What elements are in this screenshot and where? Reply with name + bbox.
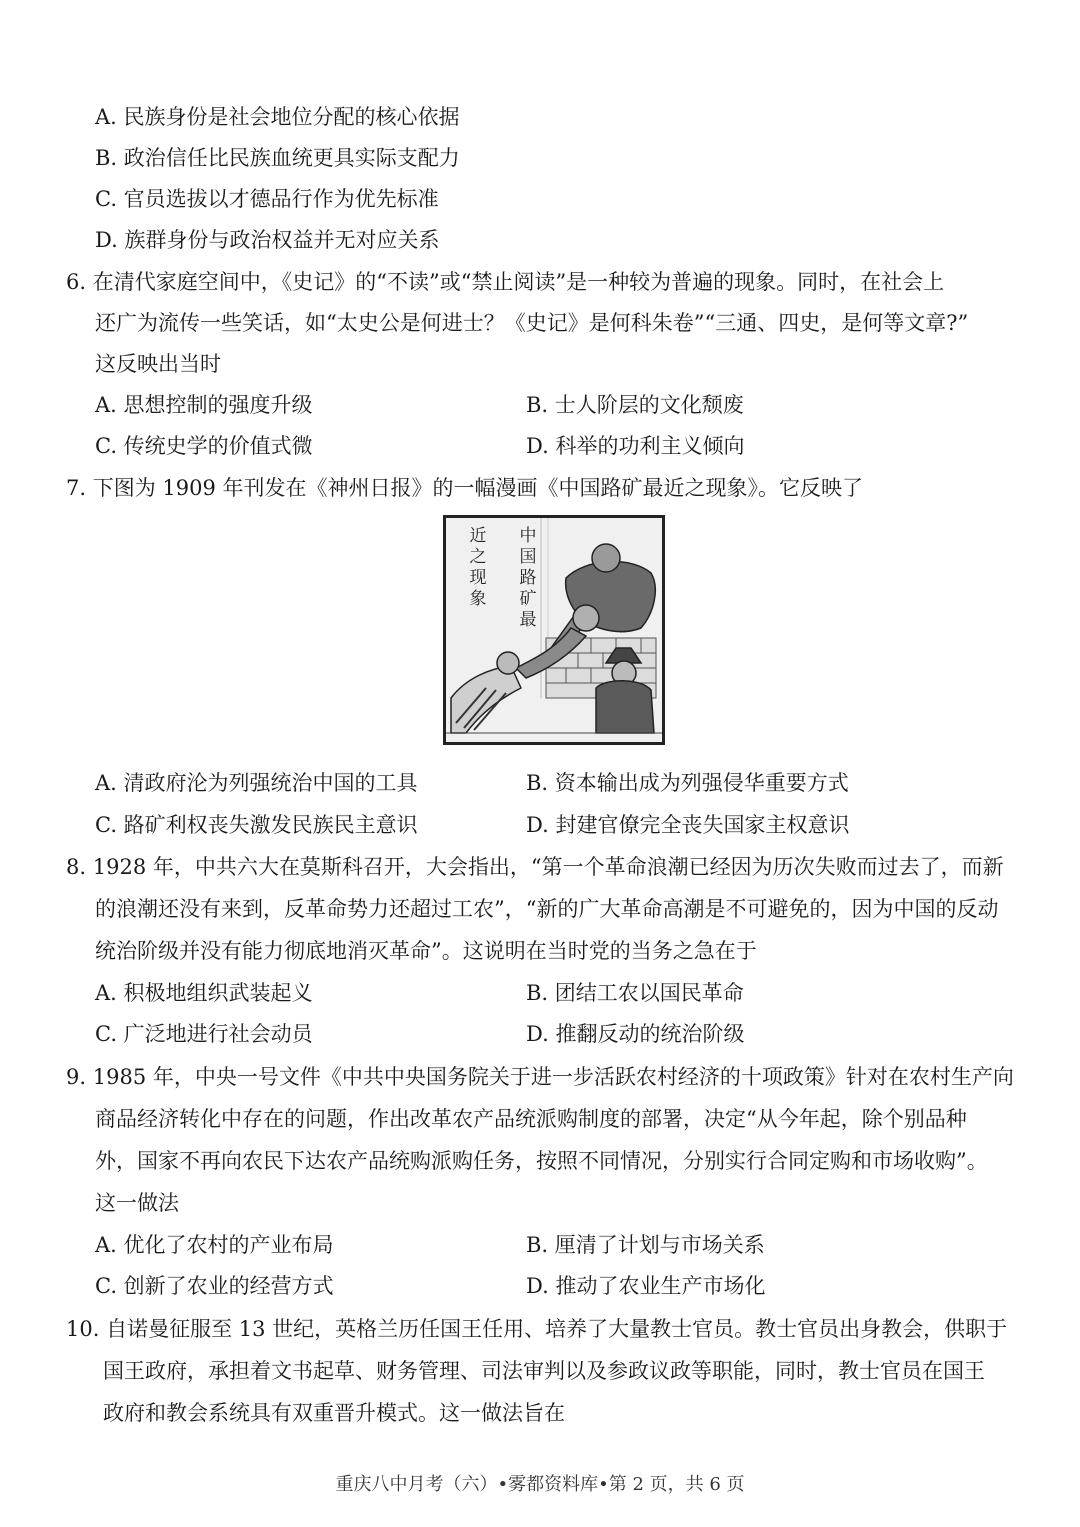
q5-option-b: B. 政治信任比民族血统更具实际支配力: [95, 146, 460, 170]
q6-option-d: D. 科举的功利主义倾向: [526, 434, 745, 458]
q7-stem-text-1: 下图为 1909 年刊发在《神州日报》的一幅漫画《中国路矿最近之现象》。它反映了: [92, 476, 864, 500]
q7-option-c: C. 路矿利权丧失激发民族民主意识: [95, 813, 418, 837]
q5-option-c: C. 官员选拔以才德品行作为优先标准: [95, 187, 439, 211]
cartoon-image: [443, 515, 665, 745]
q7-option-a: A. 清政府沦为列强统治中国的工具: [95, 771, 418, 795]
q9-stem-line-3: 外，国家不再向农民下达农产品统购派购任务，按照不同情况，分别实行合同定购和市场收购”。: [95, 1149, 988, 1173]
q9-option-d: D. 推动了农业生产市场化: [526, 1274, 766, 1298]
q8-option-d: D. 推翻反动的统治阶级: [526, 1022, 745, 1046]
q8-stem-line-2: 的浪潮还没有来到，反革命势力还超过工农”，“新的广大革命高潮是不可避免的，因为中国的反动: [95, 897, 999, 921]
q8-stem-text-1: 1928 年，中共六大在莫斯科召开，大会指出，“第一个革命浪潮已经因为历次失败而过去了，而新: [92, 855, 1004, 879]
q8-option-c: C. 广泛地进行社会动员: [95, 1022, 313, 1046]
q9-stem-line-1: [66, 1061, 1014, 1091]
q8-number: 8.: [66, 855, 87, 879]
q5-option-a: A. 民族身份是社会地位分配的核心依据: [95, 105, 460, 129]
cartoon-title-right: 中国路矿最: [519, 526, 537, 630]
q9-option-a: A. 优化了农村的产业布局: [95, 1233, 334, 1257]
q9-stem-line-4: 这一做法: [95, 1191, 179, 1215]
q10-stem-line-1: [66, 1313, 1007, 1343]
q9-option-c: C. 创新了农业的经营方式: [95, 1274, 334, 1298]
q8-option-a: A. 积极地组织武装起义: [95, 981, 313, 1005]
q8-stem-line-3: 统治阶级并没有能力彻底地消灭革命”。这说明在当时党的当务之急在于: [95, 939, 757, 963]
page-footer: 重庆八中月考（六）•雾都资料库•第 2 页，共 6 页: [335, 1474, 745, 1495]
q7-stem-line-1: [66, 472, 863, 502]
q6-stem-line-1: [66, 266, 944, 296]
q10-number: 10.: [66, 1317, 100, 1341]
q6-stem-text-1: 在清代家庭空间中，《史记》的“不读”或“禁止阅读”是一种较为普遍的现象。同时，在社会上: [92, 270, 945, 294]
q9-stem-line-2: 商品经济转化中存在的问题，作出改革农产品统派购制度的部署，决定“从今年起，除个别品种: [95, 1107, 967, 1131]
cartoon-title-left: 近之现象: [469, 526, 487, 609]
q6-option-b: B. 士人阶层的文化颓废: [526, 393, 744, 417]
q10-stem-line-3: 政府和教会系统具有双重晋升模式。这一做法旨在: [103, 1401, 565, 1425]
q10-stem-text-1: 自诺曼征服至 13 世纪，英格兰历任国王任用、培养了大量教士官员。教士官员出身教会，供职于: [106, 1317, 1008, 1341]
q8-option-b: B. 团结工农以国民革命: [526, 981, 744, 1005]
q6-stem-line-2: 还广为流传一些笑话，如“太史公是何进士？《史记》是何科朱卷”“三通、四史，是何等文章?”: [95, 311, 969, 335]
q10-stem-line-2: 国王政府，承担着文书起草、财务管理、司法审判以及参政议政等职能，同时，教士官员在国王: [103, 1359, 985, 1383]
q8-stem-line-1: [66, 851, 1004, 881]
q9-number: 9.: [66, 1065, 87, 1089]
q6-stem-line-3: 这反映出当时: [95, 352, 221, 376]
q7-number: 7.: [66, 476, 87, 500]
q9-option-b: B. 厘清了计划与市场关系: [526, 1233, 765, 1257]
q6-option-c: C. 传统史学的价值式微: [95, 434, 313, 458]
q6-option-a: A. 思想控制的强度升级: [95, 393, 313, 417]
q5-option-d: D. 族群身份与政治权益并无对应关系: [95, 228, 440, 252]
q6-number: 6.: [66, 270, 87, 294]
q9-stem-text-1: 1985 年，中央一号文件《中共中央国务院关于进一步活跃农村经济的十项政策》针对在农村生产向: [92, 1065, 1014, 1089]
q7-option-d: D. 封建官僚完全丧失国家主权意识: [526, 813, 850, 837]
q7-option-b: B. 资本输出成为列强侵华重要方式: [526, 771, 849, 795]
